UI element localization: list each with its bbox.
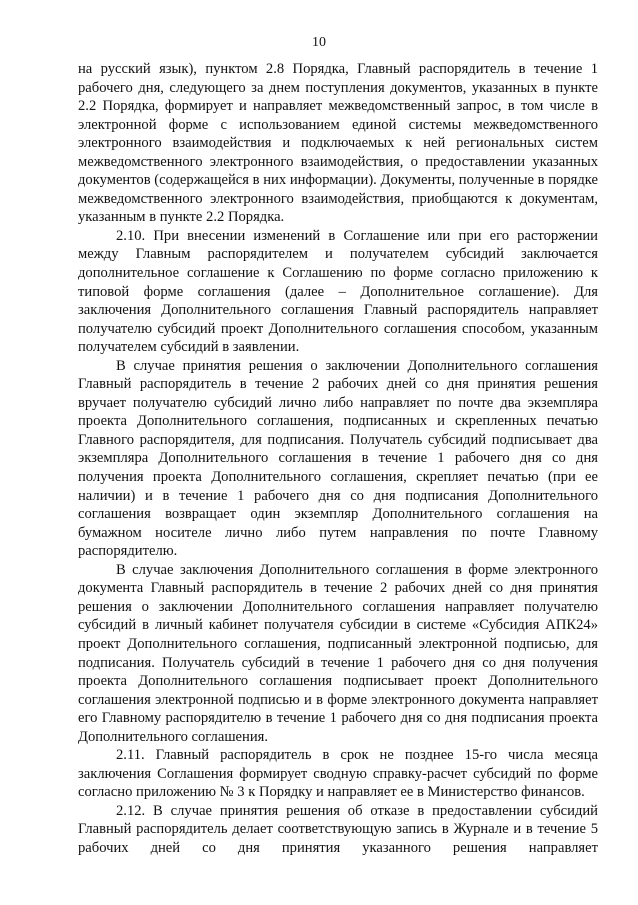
paragraph-2-11: 2.11. Главный распорядитель в срок не позднее 15-го числа месяца заключения Соглашения формирует сводную справку-расчет субсидий по форме согласно приложению № 3 к Порядку и направляет ее в Министерство финансов. [78, 747, 598, 801]
paragraph-2-10-signing-electronic: В случае заключения Дополнительного соглашения в форме электронного документа Главный распорядитель в течение 2 рабочих дней со дня принятия решения о заключении Дополнительного соглашения направляет получателю субсидий в личный кабинет получателя субсидии в системе «Субсидия АПК24» проект Дополнительного соглашения, подписанный электронной подписью, для подписания. Получатель субсидий в течение 1 рабочего дня со дня получения проекта Дополнительного соглашения подписывает проект Дополнительного соглашения электронной подписью и в форме электронного документа направляет его Главному распорядителю в течение 1 рабочего дня со дня подписания проекта Дополнительного соглашения. [78, 561, 598, 745]
page-number: 10 [312, 35, 326, 50]
paragraph-2-12: 2.12. В случае принятия решения об отказе в предоставлении субсидий Главный распорядитель делает соответствующую запись в Журнале и в течение 5 рабочих дней со дня принятия указанного решения направляет [78, 802, 598, 856]
paragraph-continuation: на русский язык), пунктом 2.8 Порядка, Главный распорядитель в течение 1 рабочего дня, следующего за днем поступления документов, указанных в пункте 2.2 Порядка, формирует и направляет межведомственный запрос, в том числе в электронной форме с использованием единой системы межведомственного электронного взаимодействия и подключаемых к ней региональных систем межведомственного электронного взаимодействия, о предоставлении указанных документов (содержащейся в них информации). Документы, полученные в порядке межведомственного электронного взаимодействия, приобщаются к документам, указанным в пункте 2.2 Порядка. [78, 61, 598, 226]
document-body [78, 60, 598, 858]
paragraph-2-10-signing-paper: В случае принятия решения о заключении Дополнительного соглашения Главный распорядитель в течение 2 рабочих дней со дня принятия решения вручает получателю субсидий лично либо направляет по почте два экземпляра проекта Дополнительного соглашения, подписанных и скрепленных печатью Главного распорядителя, для подписания. Получатель субсидий подписывает два экземпляра Дополнительного соглашения в течение 1 рабочего дня со дня получения проекта Дополнительного соглашения, скрепляет печатью (при ее наличии) и в течение 1 рабочего дня со дня подписания Дополнительного соглашения возвращает один экземпляр Дополнительного соглашения на бумажном носителе лично либо путем направления по почте Главному распорядителю. [78, 357, 598, 560]
paragraph-2-10: 2.10. При внесении изменений в Соглашение или при его расторжении между Главным распорядителем и получателем субсидий заключается дополнительное соглашение к Соглашению по форме согласно приложению к типовой форме соглашения (далее – Дополнительное соглашение). Для заключения Дополнительного соглашения Главный распорядитель направляет получателю субсидий проект Дополнительного соглашения способом, указанным получателем субсидий в заявлении. [78, 227, 598, 356]
